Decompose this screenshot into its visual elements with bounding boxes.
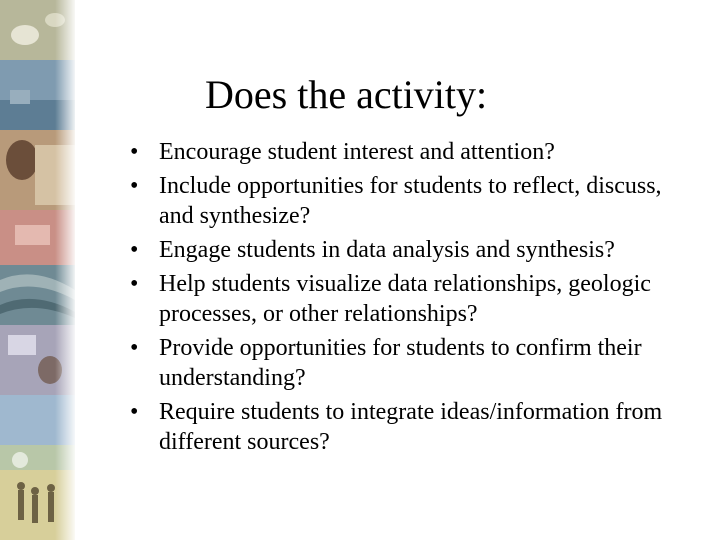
slide-title: Does the activity: — [205, 72, 488, 117]
photo-collage-strip — [0, 0, 75, 540]
bullet-item: • Encourage student interest and attention? — [130, 137, 690, 167]
bullet-item: • Require students to integrate ideas/information from different sources? — [130, 397, 690, 457]
bullet-item: • Engage students in data analysis and synthesis? — [130, 235, 690, 265]
bullet-item: • Provide opportunities for students to confirm their understanding? — [130, 333, 690, 393]
bullet-item: • Include opportunities for students to reflect, discuss, and synthesize? — [130, 171, 690, 231]
photo-strip-fade — [55, 0, 75, 540]
bullet-list — [130, 137, 690, 461]
bullet-item: • Help students visualize data relationships, geologic processes, or other relationships? — [130, 269, 690, 329]
